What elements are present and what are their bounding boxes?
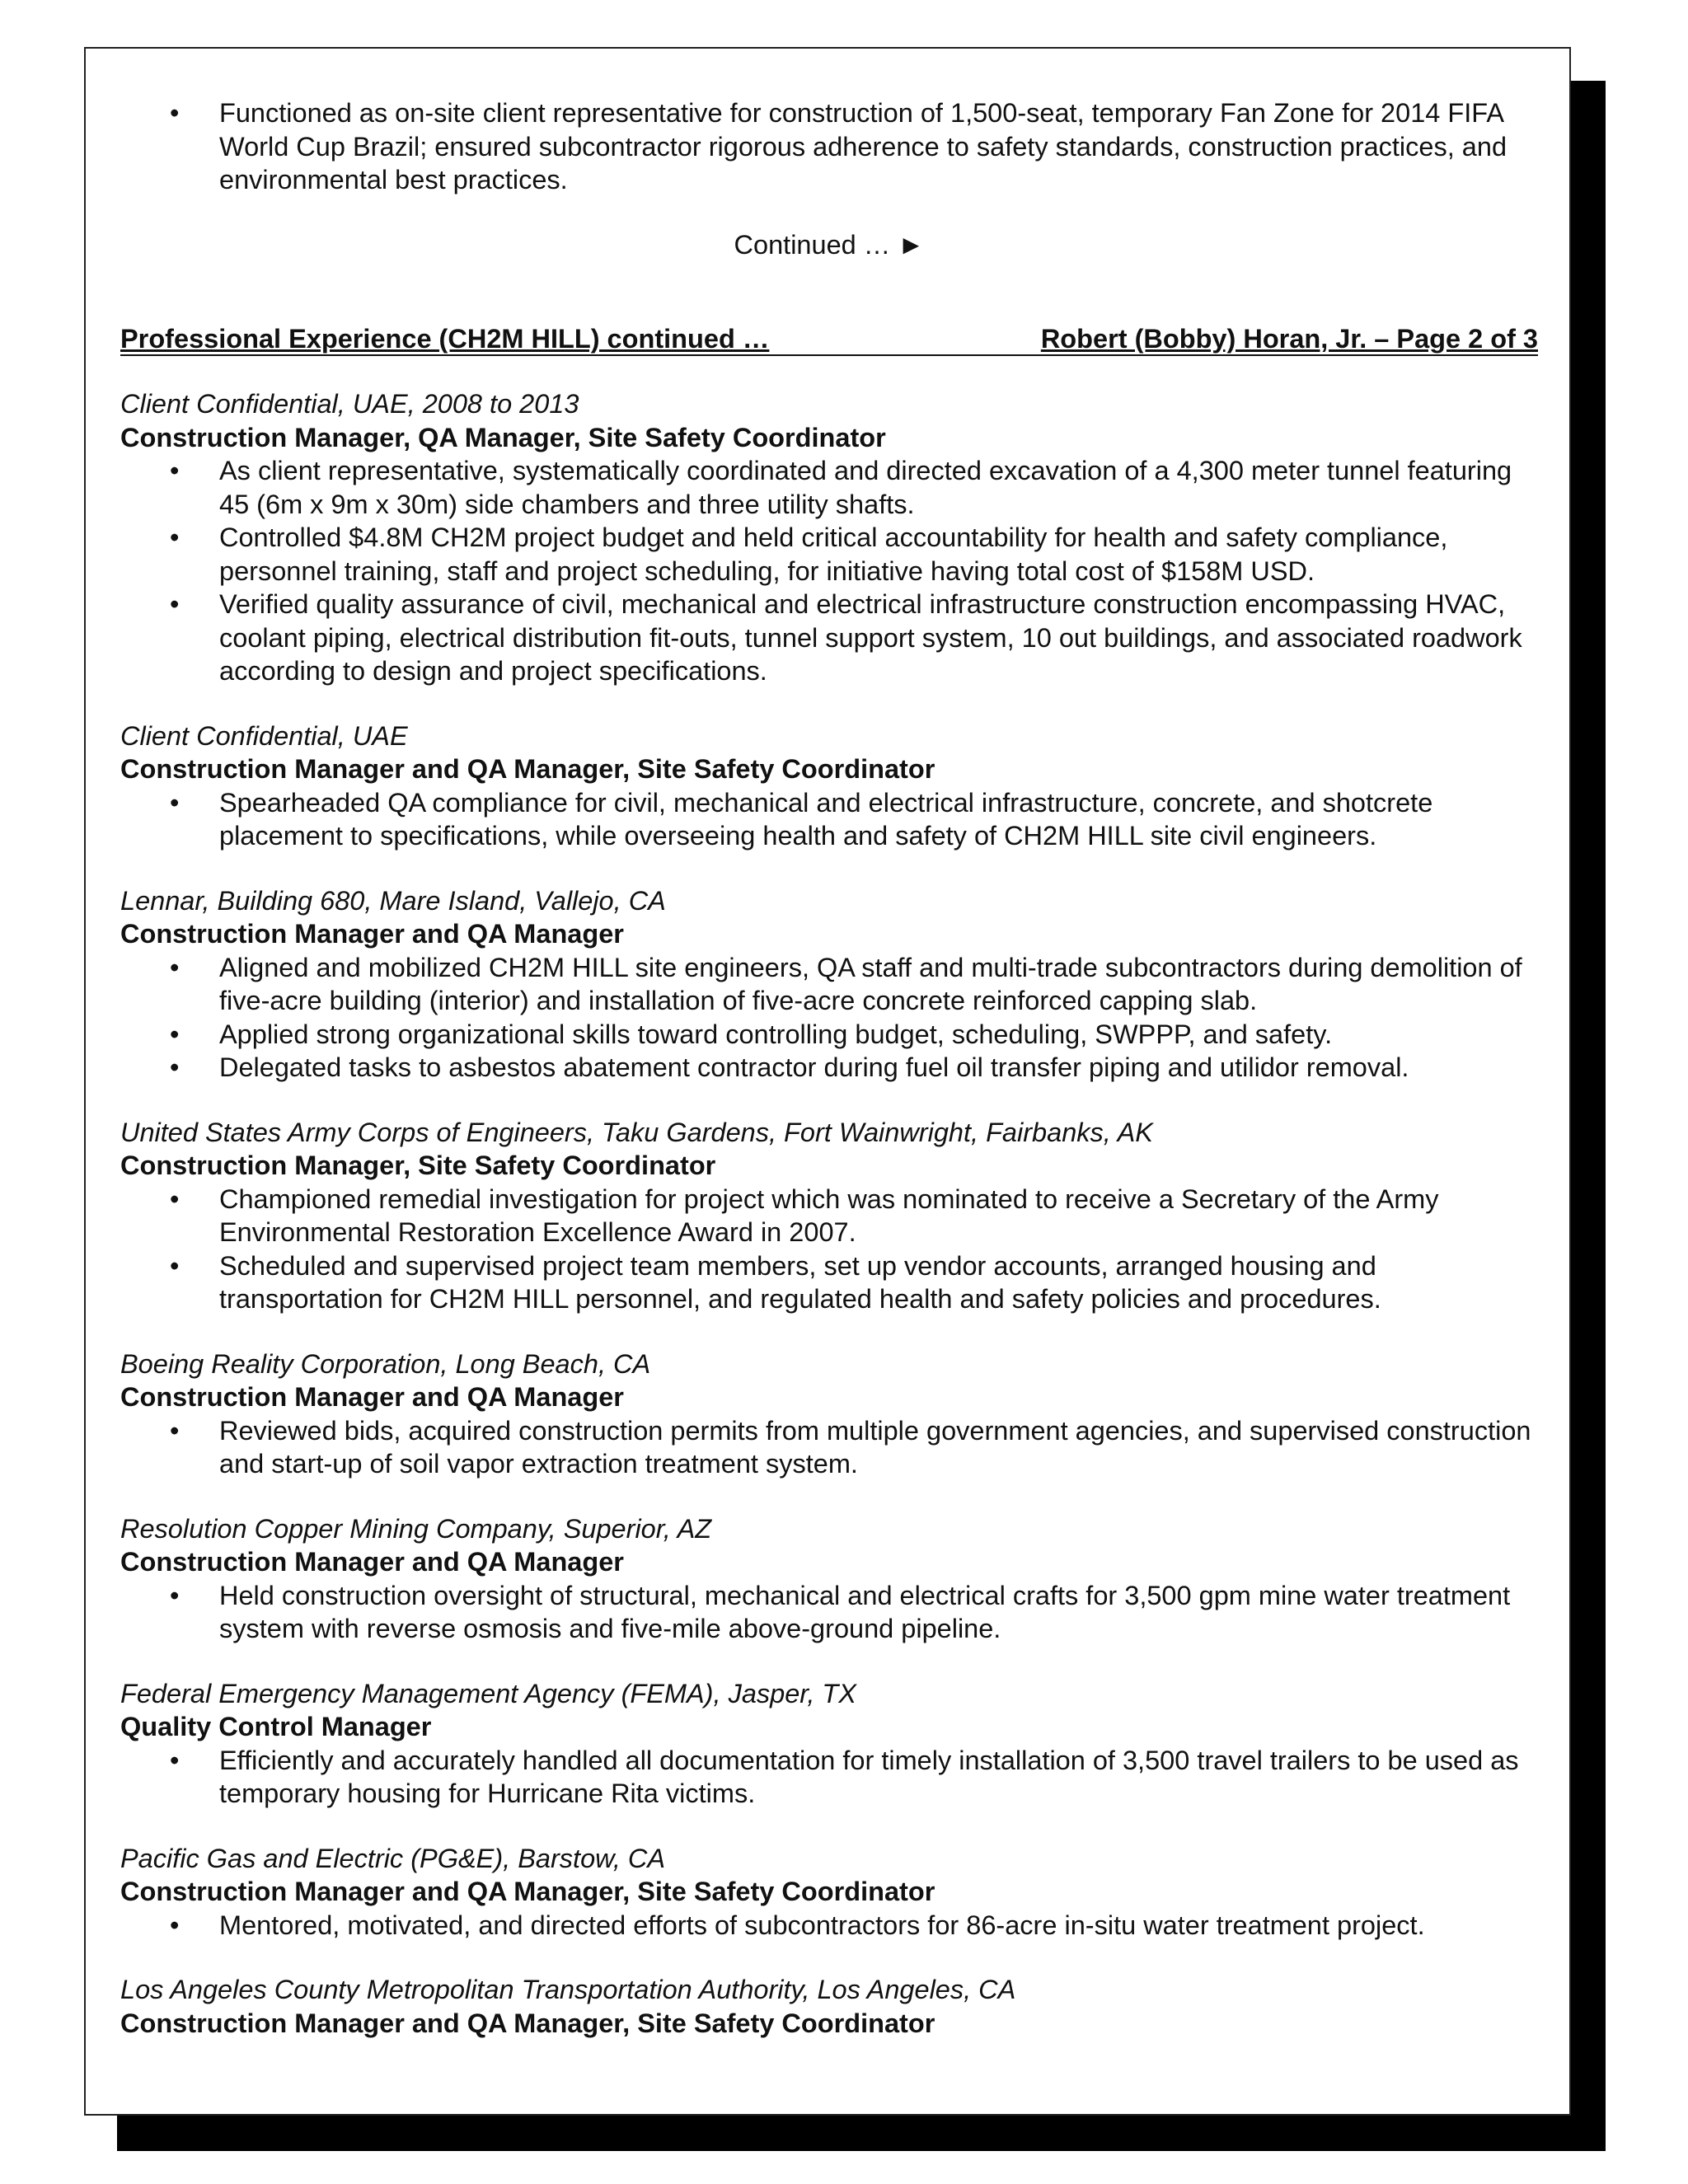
bullet-text: Spearheaded QA compliance for civil, mechanical and electrical infrastructure, concrete, and shotcrete placement to specifications, while overseeing health and safety of CH2M HILL site civil engineers. [219, 787, 1433, 851]
job-bullet-list [120, 1909, 1538, 1943]
bullet-text: Held construction oversight of structural, mechanical and electrical crafts for 3,500 gpm mine water treatment system with reverse osmosis and five-mile above-ground pipeline. [219, 1580, 1511, 1643]
bullet-text: As client representative, systematically coordinated and directed excavation of a 4,300 meter tunnel featuring 45 (6m x 9m x 30m) side chambers and three utility shafts. [219, 456, 1512, 519]
bullet-text: Controlled $4.8M CH2M project budget and held critical accountability for health and safety compliance, personnel training, staff and project scheduling, for initiative having total cost of $158M USD. [219, 523, 1448, 586]
job-role: Construction Manager and QA Manager, Site Safety Coordinator [120, 754, 935, 784]
bullet-text: Aligned and mobilized CH2M HILL site engineers, QA staff and multi-trade subcontractors during demolition of five-acre building (interior) and installation of five-acre concrete reinforced capping slab. [219, 952, 1522, 1015]
job-company: Lennar, Building 680, Mare Island, Vallejo, CA [120, 885, 666, 916]
section-heading: Professional Experience (CH2M HILL) continued … [120, 324, 770, 354]
bullet-icon: • [170, 1910, 180, 1940]
bullet-icon: • [170, 523, 180, 552]
job-entry [120, 1512, 1538, 1646]
bullet-item [120, 951, 1538, 1018]
bullet-item [120, 521, 1538, 588]
bullet-icon: • [170, 1052, 180, 1082]
job-role: Construction Manager and QA Manager [120, 1382, 624, 1412]
job-company: United States Army Corps of Engineers, Taku Gardens, Fort Wainwright, Fairbanks, AK [120, 1117, 1153, 1147]
bullet-text: Reviewed bids, acquired construction permits from multiple government agencies, and supervised construction and start-up of soil vapor extraction treatment system. [219, 1415, 1531, 1479]
bullet-text: Efficiently and accurately handled all documentation for timely installation of 3,500 travel trailers to be used as temporary housing for Hurricane Rita victims. [219, 1745, 1519, 1808]
job-company: Federal Emergency Management Agency (FEMA), Jasper, TX [120, 1678, 856, 1708]
bullet-item [120, 454, 1538, 521]
bullet-item [120, 786, 1538, 853]
job-role: Construction Manager and QA Manager [120, 1547, 624, 1577]
job-bullet-list [120, 1183, 1538, 1316]
job-role: Construction Manager and QA Manager, Site Safety Coordinator [120, 1877, 935, 1906]
bullet-text: Scheduled and supervised project team members, set up vendor accounts, arranged housing and transportation for CH2M HILL personnel, and regulated health and safety policies and procedures. [219, 1250, 1381, 1314]
job-entry [120, 1973, 1538, 2040]
bullet-item [120, 1183, 1538, 1249]
bullet-item [120, 588, 1538, 688]
job-entry [120, 1677, 1538, 1811]
bullet-item [120, 96, 1538, 197]
job-bullet-list [120, 454, 1538, 688]
job-company: Los Angeles County Metropolitan Transportation Authority, Los Angeles, CA [120, 1975, 1016, 2004]
job-entry [120, 1347, 1538, 1481]
job-entry [120, 387, 1538, 688]
job-bullet-list [120, 1579, 1538, 1646]
bullet-item [120, 1744, 1538, 1811]
bullet-text: Mentored, motivated, and directed efforts of subcontractors for 86-acre in-situ water treatment project. [219, 1910, 1425, 1940]
job-entry [120, 719, 1538, 853]
page-label: Robert (Bobby) Horan, Jr. – Page 2 of 3 [1040, 324, 1538, 354]
job-company: Resolution Copper Mining Company, Superior, AZ [120, 1513, 712, 1544]
bullet-icon: • [170, 98, 180, 128]
bullet-icon: • [170, 1019, 180, 1049]
job-role: Construction Manager and QA Manager [120, 919, 624, 949]
job-role: Quality Control Manager [120, 1712, 432, 1741]
job-role: Construction Manager, Site Safety Coordinator [120, 1151, 716, 1180]
job-bullet-list [120, 951, 1538, 1085]
bullet-item [120, 1018, 1538, 1052]
bullet-item [120, 1249, 1538, 1316]
job-bullet-list [120, 786, 1538, 853]
bullet-item [120, 1579, 1538, 1646]
job-company: Client Confidential, UAE, 2008 to 2013 [120, 389, 579, 419]
bullet-item [120, 1909, 1538, 1943]
continued-note: Continued … ► [734, 229, 925, 260]
job-company: Boeing Reality Corporation, Long Beach, CA [120, 1348, 651, 1379]
bullet-icon: • [170, 1183, 180, 1214]
bullet-text: Championed remedial investigation for project which was nominated to receive a Secretary of the Army Environmental Restoration Excellence Award in 2007. [219, 1183, 1439, 1247]
bullet-icon: • [170, 787, 180, 818]
bullet-text: Verified quality assurance of civil, mechanical and electrical infrastructure construction encompassing HVAC, coolant piping, electrical distribution fit-outs, tunnel support system, 10 out buildings, and associated roadwork according to design and project specifications. [219, 589, 1522, 686]
job-company: Client Confidential, UAE [120, 720, 408, 751]
job-entry [120, 1116, 1538, 1316]
bullet-icon: • [170, 589, 180, 619]
bullet-icon: • [170, 1415, 180, 1446]
bullet-item [120, 1414, 1538, 1481]
bullet-text: Functioned as on-site client representative for construction of 1,500-seat, temporary Fan Zone for 2014 FIFA World Cup Brazil; ensured subcontractor rigorous adherence to safety standards, construction practices, and environmental best practices. [219, 98, 1507, 194]
job-bullet-list [120, 1744, 1538, 1811]
job-bullet-list [120, 1414, 1538, 1481]
job-list [120, 387, 1538, 2040]
page-header [120, 323, 1538, 356]
bullet-icon: • [170, 952, 180, 982]
resume-page [84, 47, 1571, 2116]
job-role: Construction Manager and QA Manager, Site Safety Coordinator [120, 2008, 935, 2038]
bullet-text: Applied strong organizational skills toward controlling budget, scheduling, SWPPP, and safety. [219, 1019, 1333, 1049]
bullet-icon: • [170, 1250, 180, 1281]
job-role: Construction Manager, QA Manager, Site Safety Coordinator [120, 422, 886, 452]
bullet-text: Delegated tasks to asbestos abatement contractor during fuel oil transfer piping and utilidor removal. [219, 1052, 1409, 1082]
job-entry [120, 884, 1538, 1085]
page-content [120, 96, 1538, 2040]
bullet-icon: • [170, 456, 180, 485]
job-entry [120, 1842, 1538, 1943]
bullet-icon: • [170, 1580, 180, 1610]
job-company: Pacific Gas and Electric (PG&E), Barstow, CA [120, 1843, 666, 1873]
bullet-item [120, 1051, 1538, 1085]
bullet-icon: • [170, 1745, 180, 1775]
intro-bullet-list [120, 96, 1538, 197]
